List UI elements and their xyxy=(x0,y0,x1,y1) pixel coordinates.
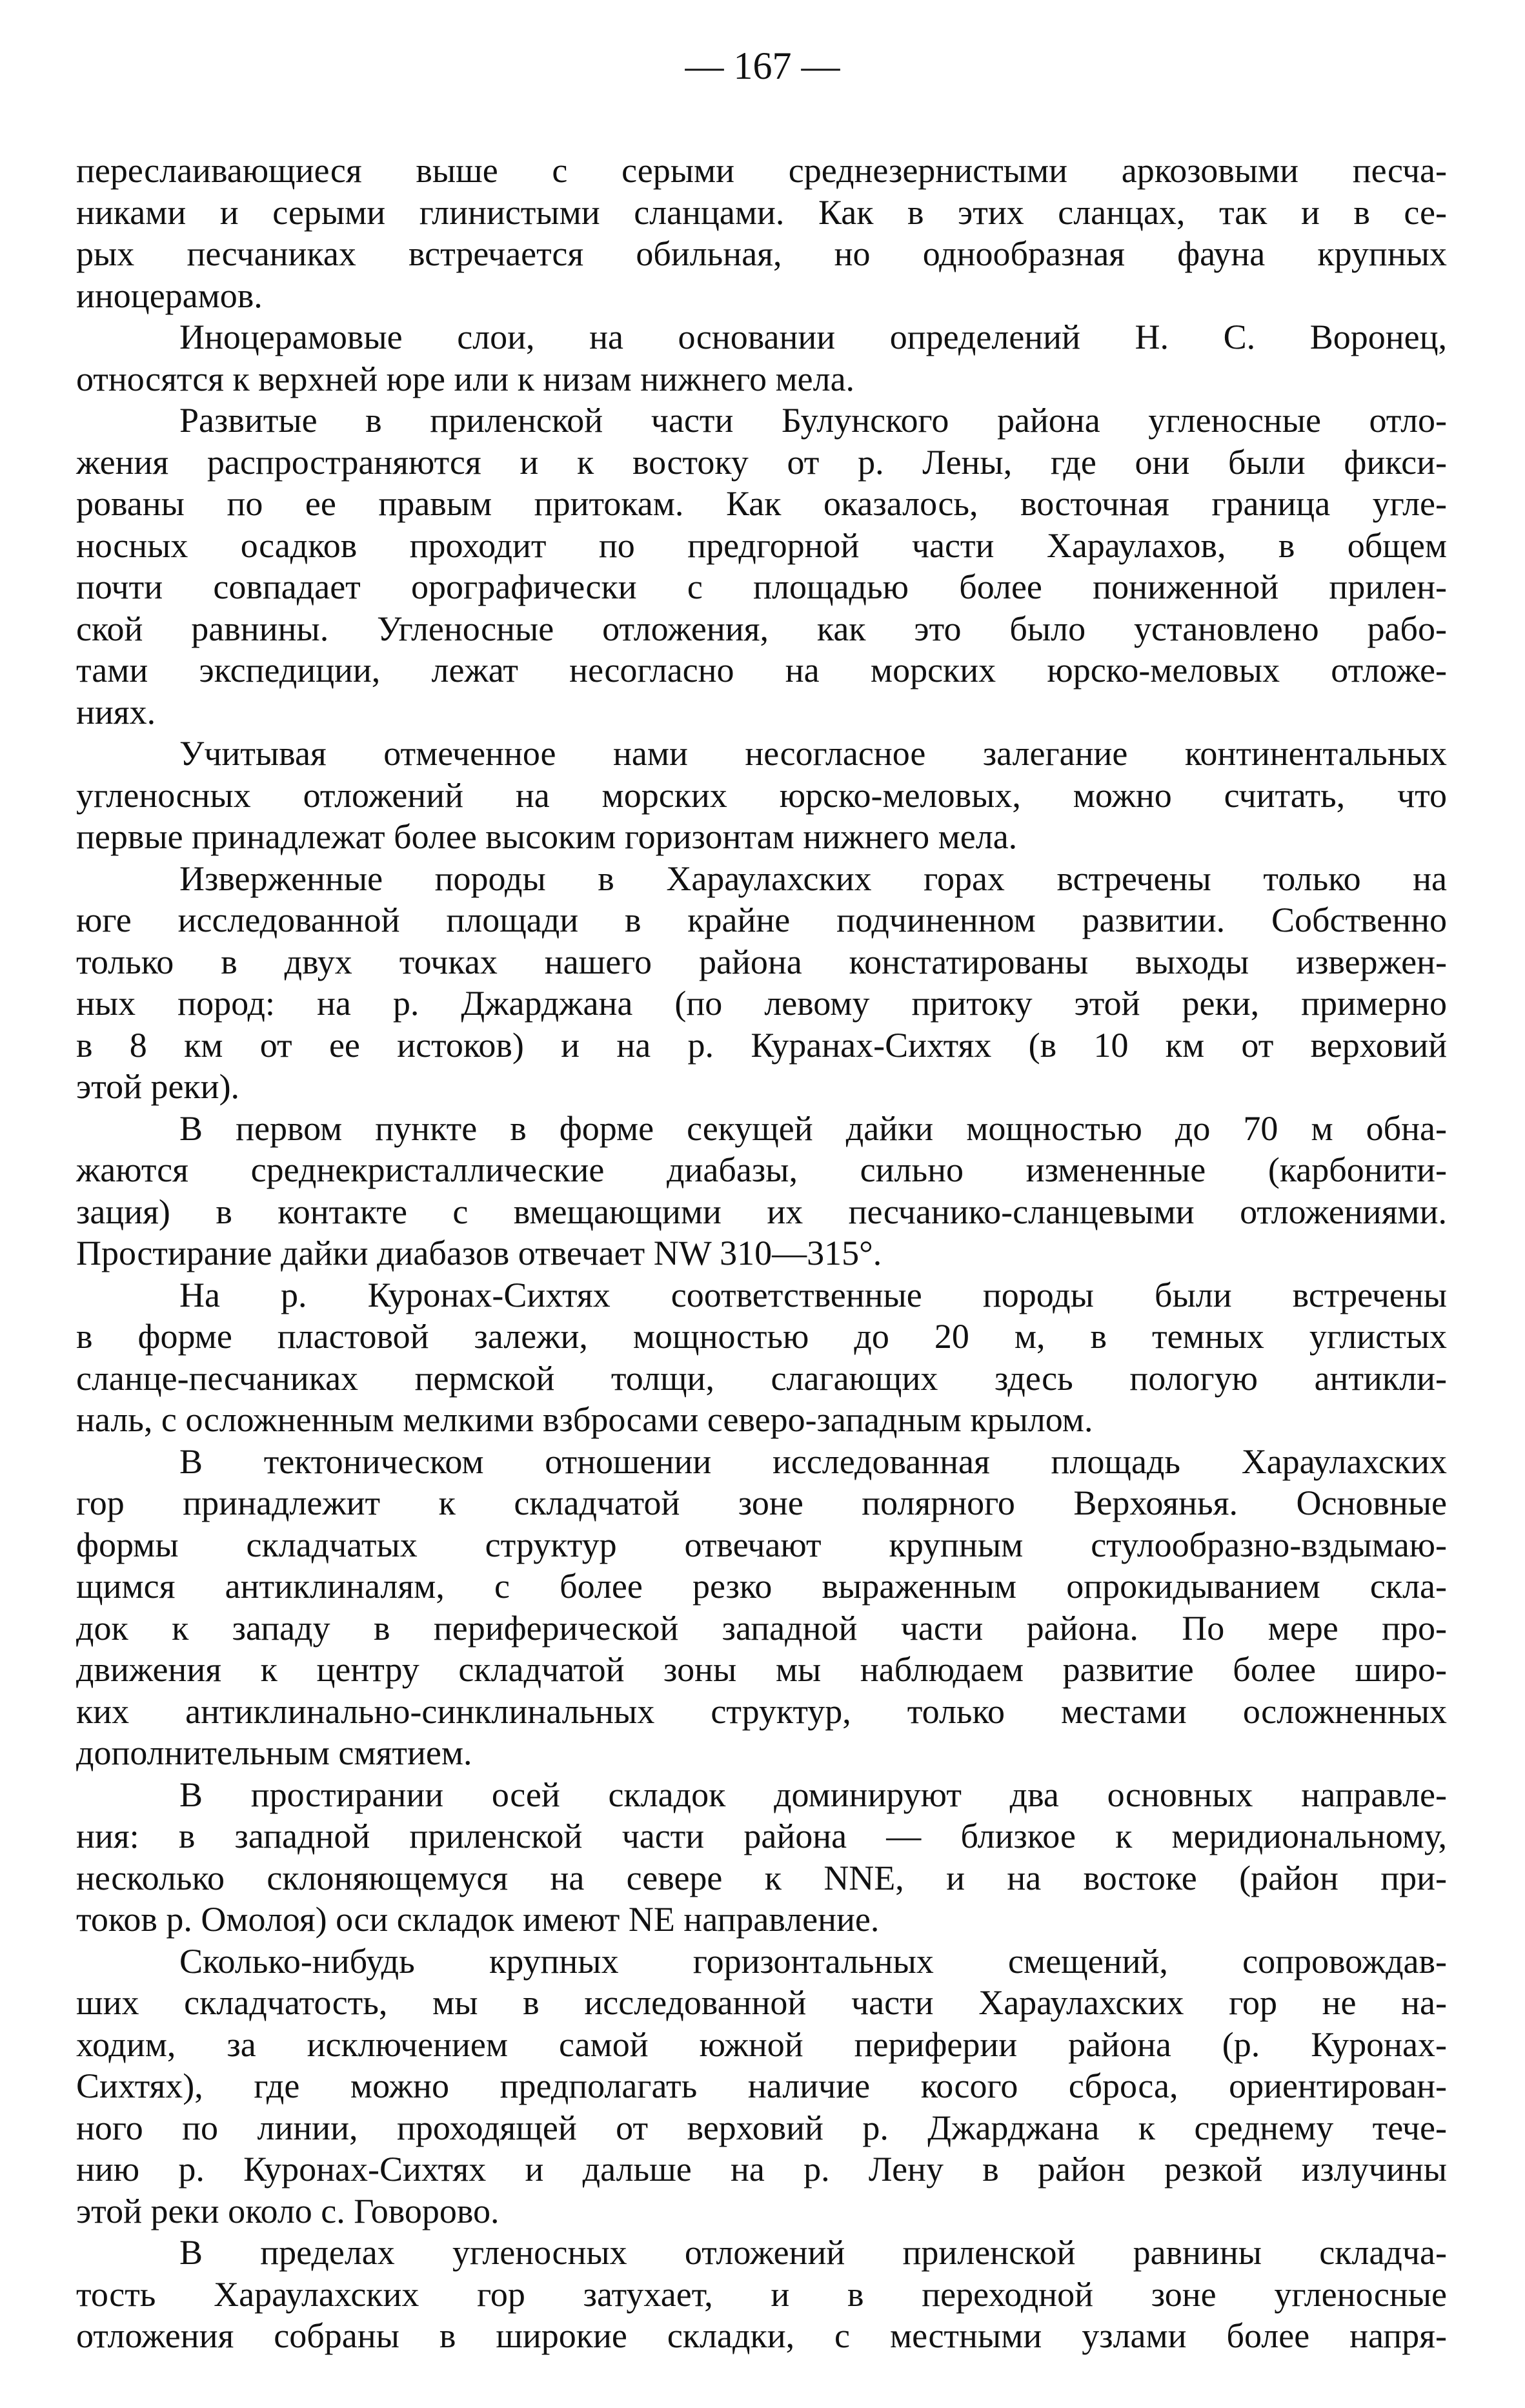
text-line: гор принадлежит к складчатой зоне полярного Верхоянья. Основные xyxy=(76,1484,1447,1522)
text-line: Развитые в приленской части Булунского района угленосные отло- xyxy=(179,401,1447,440)
paragraph xyxy=(76,858,1447,1108)
text-line: Сколько-нибудь крупных горизонтальных смещений, сопровождав- xyxy=(179,1941,1447,1981)
text-line: щимся антиклиналям, с более резко выраженным опрокидыванием скла- xyxy=(76,1567,1447,1606)
text-line: тами экспедиции, лежат несогласно на морских юрско-меловых отложе- xyxy=(76,651,1447,689)
text-line: относятся к верхней юре или к низам нижнего мела. xyxy=(76,359,855,398)
text-line: На р. Куронах-Сихтях соответственные породы были встречены xyxy=(179,1275,1447,1314)
text-line: наль, с осложненным мелкими взбросами северо-западным крылом. xyxy=(76,1400,1093,1439)
text-line: Простирание дайки диабазов отвечает NW 310—315°. xyxy=(76,1234,882,1272)
text-line: отложения собраны в широкие складки, с местными узлами более напря- xyxy=(76,2316,1447,2355)
text-line: В простирании осей складок доминируют два основных направле- xyxy=(179,1775,1447,1814)
text-line: жения распространяются и к востоку от р. Лены, где они были фикси- xyxy=(76,442,1447,482)
text-line: В пределах угленосных отложений приленской равнины складча- xyxy=(179,2233,1447,2272)
paragraph xyxy=(76,1108,1447,1274)
text-line: движения к центру складчатой зоны мы наблюдаем развитие более широ- xyxy=(76,1650,1447,1689)
text-line: рых песчаниках встречается обильная, но однообразная фауна крупных xyxy=(76,234,1447,273)
text-line: док к западу в периферической западной части района. По мере про- xyxy=(76,1608,1447,1648)
text-line: ния: в западной приленской части района — близкое к меридиональному, xyxy=(76,1817,1447,1855)
text-body xyxy=(76,150,1447,2357)
text-line: Учитывая отмеченное нами несогласное залегание континентальных xyxy=(179,734,1447,773)
text-line: никами и серыми глинистыми сланцами. Как в этих сланцах, так и в се- xyxy=(76,192,1447,232)
text-line: сланце-песчаниках пермской толщи, слагающих здесь пологую антикли- xyxy=(76,1358,1447,1398)
text-line: ниях. xyxy=(76,692,156,731)
paragraph xyxy=(76,400,1447,733)
text-line: первые принадлежат более высоким горизонтам нижнего мела. xyxy=(76,817,1018,856)
text-line: ших складчатость, мы в исследованной части Хараулахских гор не на- xyxy=(76,1983,1447,2022)
text-line: в 8 км от ее истоков) и на р. Куранах-Сихтях (в 10 км от верховий xyxy=(76,1025,1447,1065)
text-line: почти совпадает орографически с площадью более пониженной прилен- xyxy=(76,567,1447,606)
text-line: только в двух точках нашего района констатированы выходы извержен- xyxy=(76,942,1447,981)
paragraph xyxy=(76,150,1447,316)
text-line: нию р. Куронах-Сихтях и дальше на р. Лену в район резкой излучины xyxy=(76,2150,1447,2189)
text-line: ного по линии, проходящей от верховий р. Джарджана к среднему тече- xyxy=(76,2108,1447,2147)
text-line: ской равнины. Угленосные отложения, как это было установлено рабо- xyxy=(76,609,1447,648)
text-line: зация) в контакте с вмещающими их песчанико-сланцевыми отложениями. xyxy=(76,1192,1447,1231)
text-line: юге исследованной площади в крайне подчиненном развитии. Собственно xyxy=(76,901,1447,939)
paragraph xyxy=(76,1941,1447,2232)
text-line: В тектоническом отношении исследованная площадь Хараулахских xyxy=(179,1442,1447,1481)
text-line: ходим, за исключением самой южной периферии района (р. Куронах- xyxy=(76,2025,1447,2064)
text-line: формы складчатых структур отвечают крупным стулообразно-вздымаю- xyxy=(76,1525,1447,1564)
text-line: угленосных отложений на морских юрско-меловых, можно считать, что xyxy=(76,775,1447,815)
text-line: переслаивающиеся выше с серыми среднезернистыми аркозовыми песча- xyxy=(76,151,1447,190)
text-line: Иноцерамовые слои, на основании определений Н. С. Воронец, xyxy=(179,318,1447,356)
text-line: Сихтях), где можно предполагать наличие косого сброса, ориентирован- xyxy=(76,2066,1447,2105)
paragraph xyxy=(76,1441,1447,1774)
paragraph xyxy=(76,316,1447,400)
paragraph xyxy=(76,1774,1447,1941)
text-line: этой реки). xyxy=(76,1067,240,1106)
text-line: иноцерамов. xyxy=(76,276,263,315)
text-line: несколько склоняющемуся на севере к NNE, и на востоке (район при- xyxy=(76,1858,1447,1897)
text-line: Изверженные породы в Хараулахских горах встречены только на xyxy=(179,859,1447,898)
text-line: ких антиклинально-синклинальных структур, только местами осложненных xyxy=(76,1691,1447,1731)
text-line: рованы по ее правым притокам. Как оказалось, восточная граница угле- xyxy=(76,484,1447,523)
page-number: — 167 — xyxy=(685,45,840,87)
text-line: жаются среднекристаллические диабазы, сильно измененные (карбонити- xyxy=(76,1150,1447,1189)
paragraph xyxy=(76,2232,1447,2357)
text-line: в форме пластовой залежи, мощностью до 20 м, в темных углистых xyxy=(76,1317,1447,1356)
text-line: этой реки около с. Говорово. xyxy=(76,2191,500,2230)
text-line: носных осадков проходит по предгорной части Хараулахов, в общем xyxy=(76,525,1447,565)
paragraph xyxy=(76,1274,1447,1441)
text-line: ных пород: на р. Джарджана (по левому притоку этой реки, примерно xyxy=(76,984,1447,1023)
text-line: дополнительным смятием. xyxy=(76,1733,472,1772)
text-line: В первом пункте в форме секущей дайки мощностью до 70 м обна- xyxy=(179,1108,1447,1148)
paragraph xyxy=(76,733,1447,858)
text-line: тость Хараулахских гор затухает, и в переходной зоне угленосные xyxy=(76,2274,1447,2314)
text-line: токов р. Омолоя) оси складок имеют NE направление. xyxy=(76,1900,880,1939)
